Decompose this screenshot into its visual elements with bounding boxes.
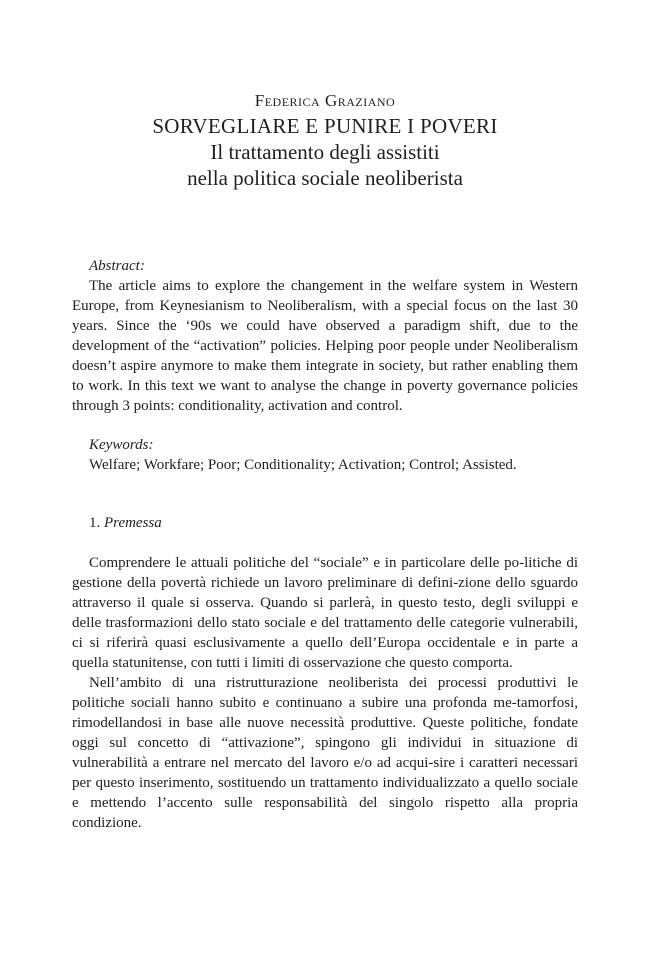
keywords-label: Keywords: bbox=[89, 437, 154, 453]
section-heading bbox=[72, 513, 578, 533]
body-paragraph-1: Comprendere le attuali politiche del “sociale” e in particolare delle po-litiche di gestione della povertà richiede un lavoro preliminare di defini-zione dello sguardo attraverso il quale si osserva. Quando si parlerà, in questo testo, degli sviluppi e delle trasformazioni dello stato sociale e del trattamento delle categorie vulnerabili, ci si riferirà quasi esclusivamente a quello dell’Europa occidentale e in parte a quella statunitense, con tutti i limiti di osservazione che questo comporta. bbox=[72, 555, 578, 671]
abstract-section bbox=[72, 256, 578, 416]
abstract-label: Abstract: bbox=[89, 258, 145, 274]
section-number: 1. bbox=[89, 515, 101, 531]
paper-header bbox=[72, 90, 578, 191]
section-body bbox=[72, 553, 578, 833]
body-paragraph-2: Nell’ambito di una ristrutturazione neoliberista dei processi produttivi le politiche sociali hanno subito e continuano a subire una profonda me-tamorfosi, rimodellandosi in base alle nuove necessità produttive. Queste politiche, fondate oggi sul concetto di “attivazione”, spingono gli individui in situazione di vulnerabilità a entrare nel mercato del lavoro e/o ad acqui-sire i caratteri necessari per questo inserimento, sostituendo un trattamento individualizzato a quello sociale e mettendo l’accento sulle responsabilità del singolo rispetto alla propria condizione. bbox=[72, 675, 578, 831]
paper-page bbox=[72, 90, 578, 833]
author-name: Federica Graziano bbox=[254, 91, 396, 110]
section-title: Premessa bbox=[104, 515, 162, 531]
keywords-text: Welfare; Workfare; Poor; Conditionality; Activation; Control; Assisted. bbox=[89, 457, 517, 473]
keywords-section bbox=[72, 435, 578, 475]
paper-subtitle-line-1: Il trattamento degli assistiti bbox=[210, 140, 440, 164]
abstract-text: The article aims to explore the changement in the welfare system in Western Europe, from Keynesianism to Neoliberalism, with a special focus on the last 30 years. Since the ‘90s we could have observed a paradigm shift, due to the development of the “activation” policies. Helping poor people under Neoliberalism doesn’t aspire anymore to make them integrate in society, but rather enabling them to work. In this text we want to analyse the change in poverty governance policies through 3 points: conditionality, activation and control. bbox=[72, 278, 578, 414]
paper-subtitle-line-2: nella politica sociale neoliberista bbox=[187, 166, 463, 190]
paper-title: SORVEGLIARE E PUNIRE I POVERI bbox=[152, 114, 498, 138]
